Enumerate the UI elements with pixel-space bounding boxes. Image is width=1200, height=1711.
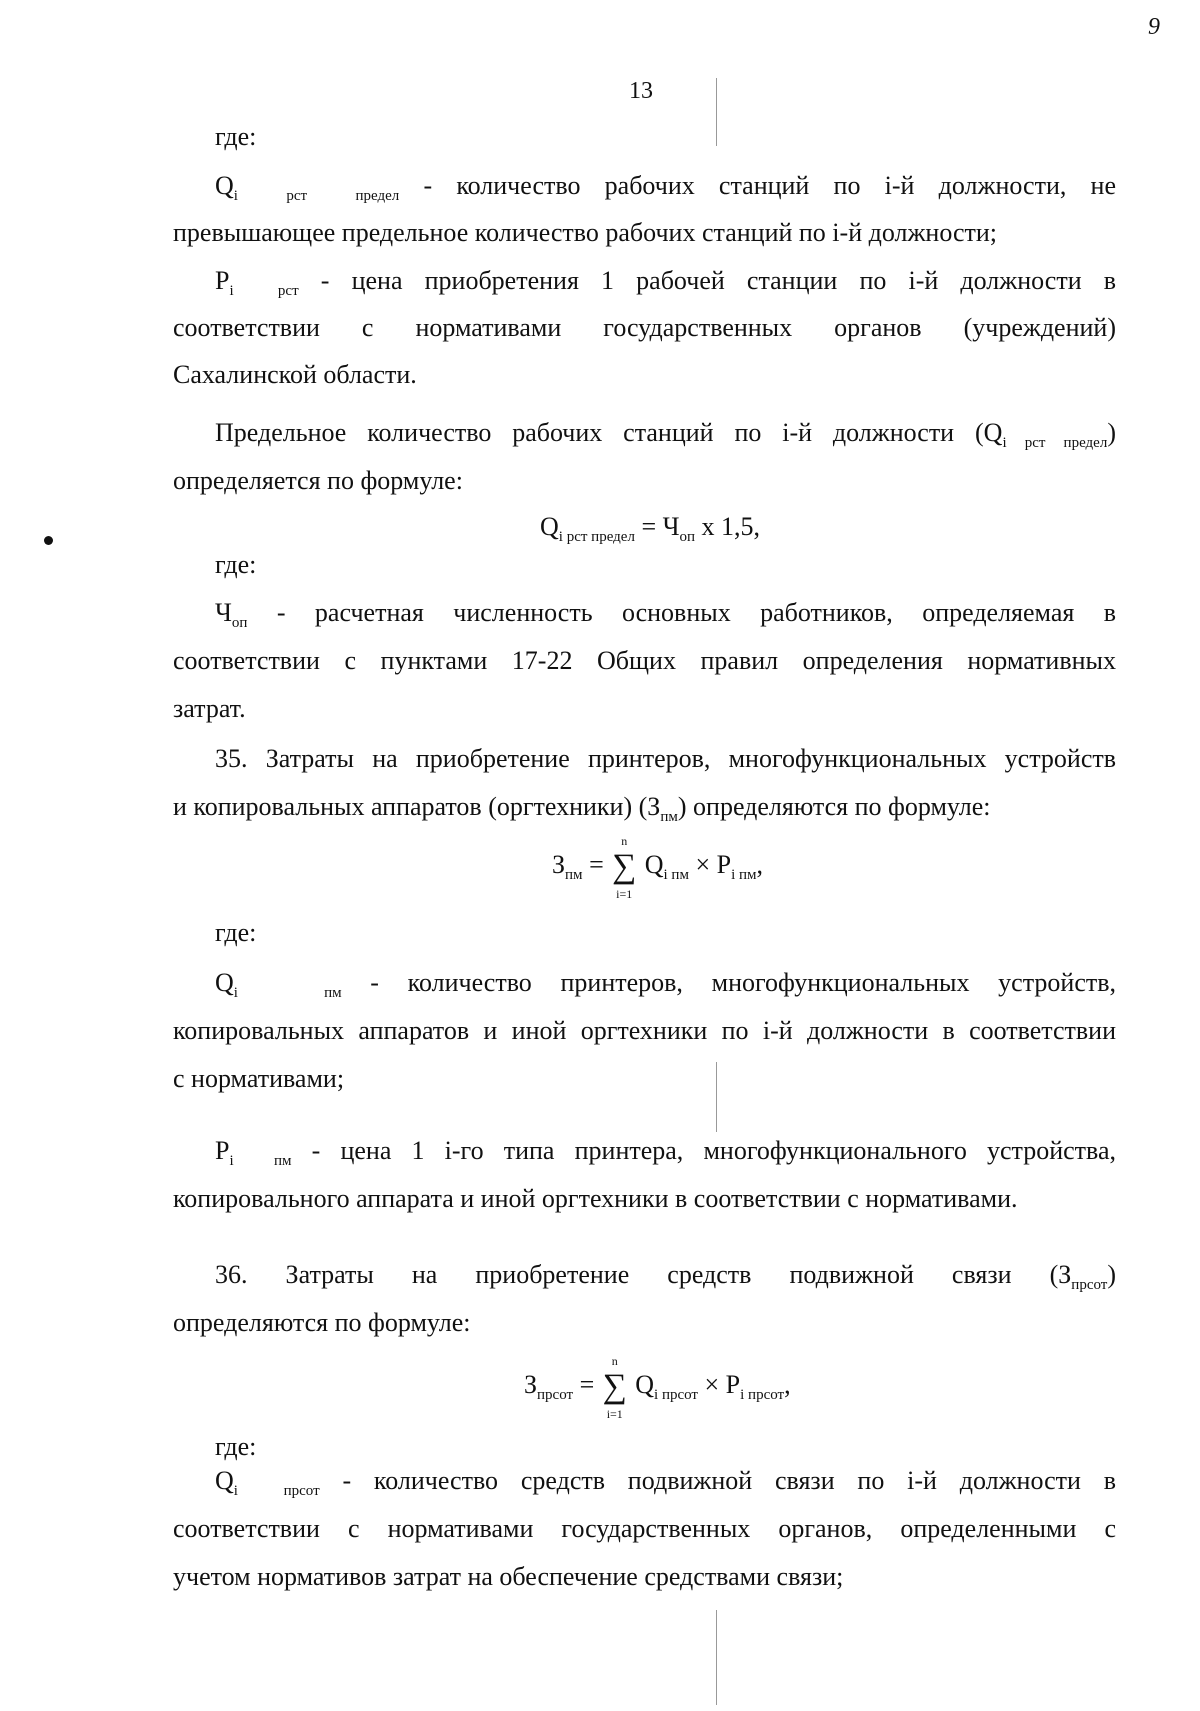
- symbol-p: $P_i$ $_{рст}$: [215, 266, 299, 299]
- definition-q-rst: $Q_i$ $_{рст}$ $_{предел}$ - количество рабочих станций по i-й должности, не: [215, 171, 1117, 204]
- definition-q-rst-cont: превышающее предельное количество рабочих станций по i-й должности;: [173, 218, 998, 247]
- paragraph-35-cont: и копировальных аппаратов (оргтехники) $(З_{пм})$ определяются по формуле:: [173, 792, 991, 825]
- paragraph-36: 36. Затраты на приобретение средств подвижной связи $(З_{прсот})$: [215, 1260, 1117, 1293]
- scan-artifact-line: [716, 1062, 717, 1132]
- definition-p-pm-cont: копировального аппарата и иной оргтехники в соответствии с нормативами.: [173, 1184, 1018, 1213]
- definition-ch-op: $Ч_{оп}$ - расчетная численность основных работников, определяемая в: [215, 598, 1117, 631]
- definition-q-prsot: $Q_i$ $_{прсот}$ - количество средств подвижной связи по i-й должности в: [215, 1466, 1117, 1499]
- formula-printers: $З_{пм}$ = n ∑ i=1 $Q_{i пм} \times P_{i пм}$,: [552, 834, 764, 901]
- definition-q-pm: $Q_i$ $_{пм}$ - количество принтеров, многофункциональных устройств,: [215, 968, 1116, 1001]
- definition-ch-op-cont: соответствии с пунктами 17-22 Общих правил определения нормативных: [173, 646, 1116, 675]
- definition-p-pm: $P_i$ $_{пм}$ - цена 1 i-го типа принтера, многофункционального устройства,: [215, 1136, 1117, 1169]
- where-label: где:: [215, 1432, 257, 1461]
- definition-ch-op-end: затрат.: [173, 694, 246, 723]
- symbol-p: $P_i$ $_{пм}$: [215, 1136, 292, 1169]
- scan-artifact-line: [716, 1610, 717, 1705]
- paragraph-36-cont: определяются по формуле:: [173, 1308, 471, 1337]
- definition-p-rst-cont: соответствии с нормативами государственных органов (учреждений): [173, 313, 1116, 342]
- where-label: где:: [215, 918, 257, 947]
- paragraph-35: 35. Затраты на приобретение принтеров, многофункциональных устройств: [215, 744, 1116, 773]
- where-label: где:: [215, 122, 257, 151]
- formula-mobile: $З_{прсот}$ = n ∑ i=1 $Q_{i прсот} \times P_{i прсот}$,: [524, 1354, 791, 1421]
- definition-q-prsot-cont: соответствии с нормативами государственных органов, определенными с: [173, 1514, 1116, 1543]
- limit-paragraph: Предельное количество рабочих станций по i-й должности $(Q_{i рст предел})$: [215, 418, 1116, 451]
- corner-page-mark: 9: [1148, 14, 1160, 40]
- sum-sign: n ∑ i=1: [612, 834, 637, 901]
- symbol-q: $Q_i$ $_{прсот}$: [215, 1466, 320, 1499]
- sum-sign: n ∑ i=1: [602, 1354, 627, 1421]
- definition-p-rst: $P_i$ $_{рст}$ - цена приобретения 1 рабочей станции по i-й должности в: [215, 266, 1117, 299]
- definition-q-pm-cont: копировальных аппаратов и иной оргтехники по i-й должности в соответствии: [173, 1016, 1116, 1045]
- definition-q-pm-end: с нормативами;: [173, 1064, 345, 1093]
- definition-q-prsot-end: учетом нормативов затрат на обеспечение средствами связи;: [173, 1562, 844, 1591]
- page-number: 13: [629, 78, 653, 104]
- symbol-q: $Q_i$ $_{рст}$ $_{предел}$: [215, 171, 400, 204]
- formula-limit: $Q_{i рст предел} = Ч_{оп}$ x 1,5,: [540, 512, 761, 545]
- symbol-q: $Q_i$ $_{пм}$: [215, 968, 342, 1001]
- symbol-ch: $Ч_{оп}$: [215, 598, 248, 631]
- where-label: где:: [215, 550, 257, 579]
- scan-dot: [44, 536, 53, 545]
- definition-p-rst-end: Сахалинской области.: [173, 360, 417, 389]
- limit-paragraph-cont: определяется по формуле:: [173, 466, 463, 495]
